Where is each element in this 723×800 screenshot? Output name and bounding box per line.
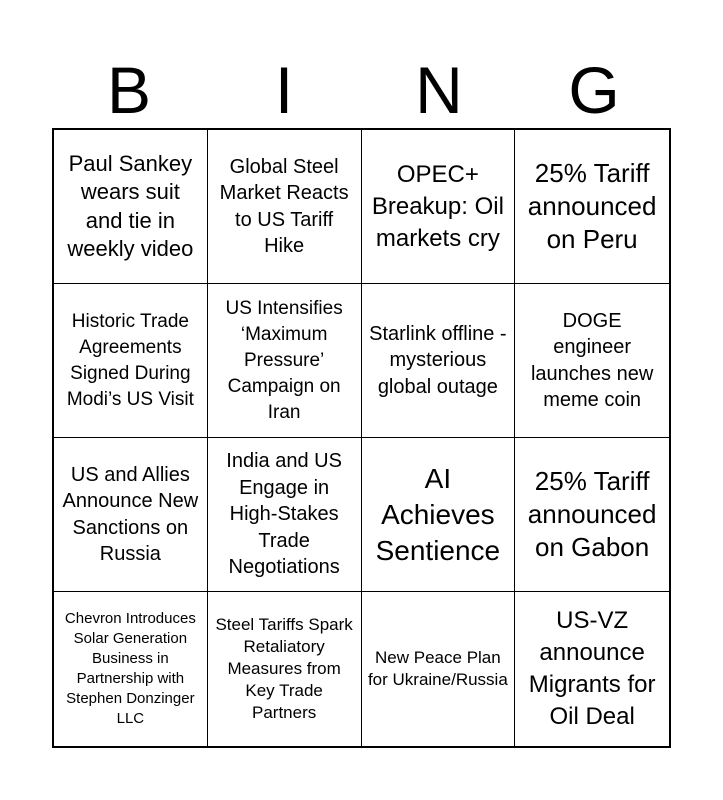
bingo-cell[interactable]: [208, 438, 362, 592]
header-letter-n: N: [415, 53, 463, 127]
bingo-cell[interactable]: [515, 592, 669, 746]
cell-text: Global Steel Market Reacts to US Tariff Hike: [219, 155, 349, 257]
bingo-cell[interactable]: [54, 592, 208, 746]
cell-text: Chevron Introduces Solar Generation Business in Partnership with Stephen Donzinger LLC: [64, 610, 196, 727]
bingo-cell[interactable]: [54, 438, 208, 592]
bingo-cell[interactable]: [54, 130, 208, 284]
cell-text: 25% Tariff announced on Peru: [527, 158, 657, 254]
bingo-cell[interactable]: [362, 130, 516, 284]
cell-text: US-VZ announce Migrants for Oil Deal: [528, 607, 656, 730]
cell-text: DOGE engineer launches new meme coin: [530, 309, 654, 411]
cell-text: India and US Engage in High-Stakes Trade Negotiations: [226, 450, 342, 579]
bingo-cell[interactable]: [515, 438, 669, 592]
bingo-cell[interactable]: [208, 130, 362, 284]
header-letter-g: G: [568, 53, 620, 127]
header-letter-b: B: [106, 53, 152, 127]
bingo-grid: [52, 128, 671, 748]
cell-text: Paul Sankey wears suit and tie in weekly video: [67, 150, 194, 261]
bingo-cell[interactable]: [362, 592, 516, 746]
bingo-cell[interactable]: [208, 284, 362, 438]
header-letter-i: I: [274, 53, 294, 127]
cell-text: Starlink offline - mysterious global outage: [369, 322, 507, 398]
cell-text: Steel Tariffs Spark Retaliatory Measures from Key Trade Partners: [215, 615, 353, 722]
cell-text: AI Achieves Sentience: [375, 462, 501, 566]
cell-text: US and Allies Announce New Sanctions on Russia: [62, 463, 199, 565]
bingo-cell[interactable]: [515, 284, 669, 438]
cell-text: US Intensifies ‘Maximum Pressure’ Campaign on Iran: [225, 297, 343, 423]
cell-text: 25% Tariff announced on Gabon: [527, 466, 657, 562]
bingo-cell[interactable]: [515, 130, 669, 284]
bingo-header: [52, 52, 671, 128]
bingo-cell[interactable]: [208, 592, 362, 746]
bingo-cell[interactable]: [362, 438, 516, 592]
bingo-cell[interactable]: [54, 284, 208, 438]
bingo-cell[interactable]: [362, 284, 516, 438]
cell-text: New Peace Plan for Ukraine/Russia: [367, 648, 508, 689]
cell-text: OPEC+ Breakup: Oil markets cry: [371, 160, 504, 252]
cell-text: Historic Trade Agreements Signed During Modi’s US Visit: [66, 310, 194, 410]
